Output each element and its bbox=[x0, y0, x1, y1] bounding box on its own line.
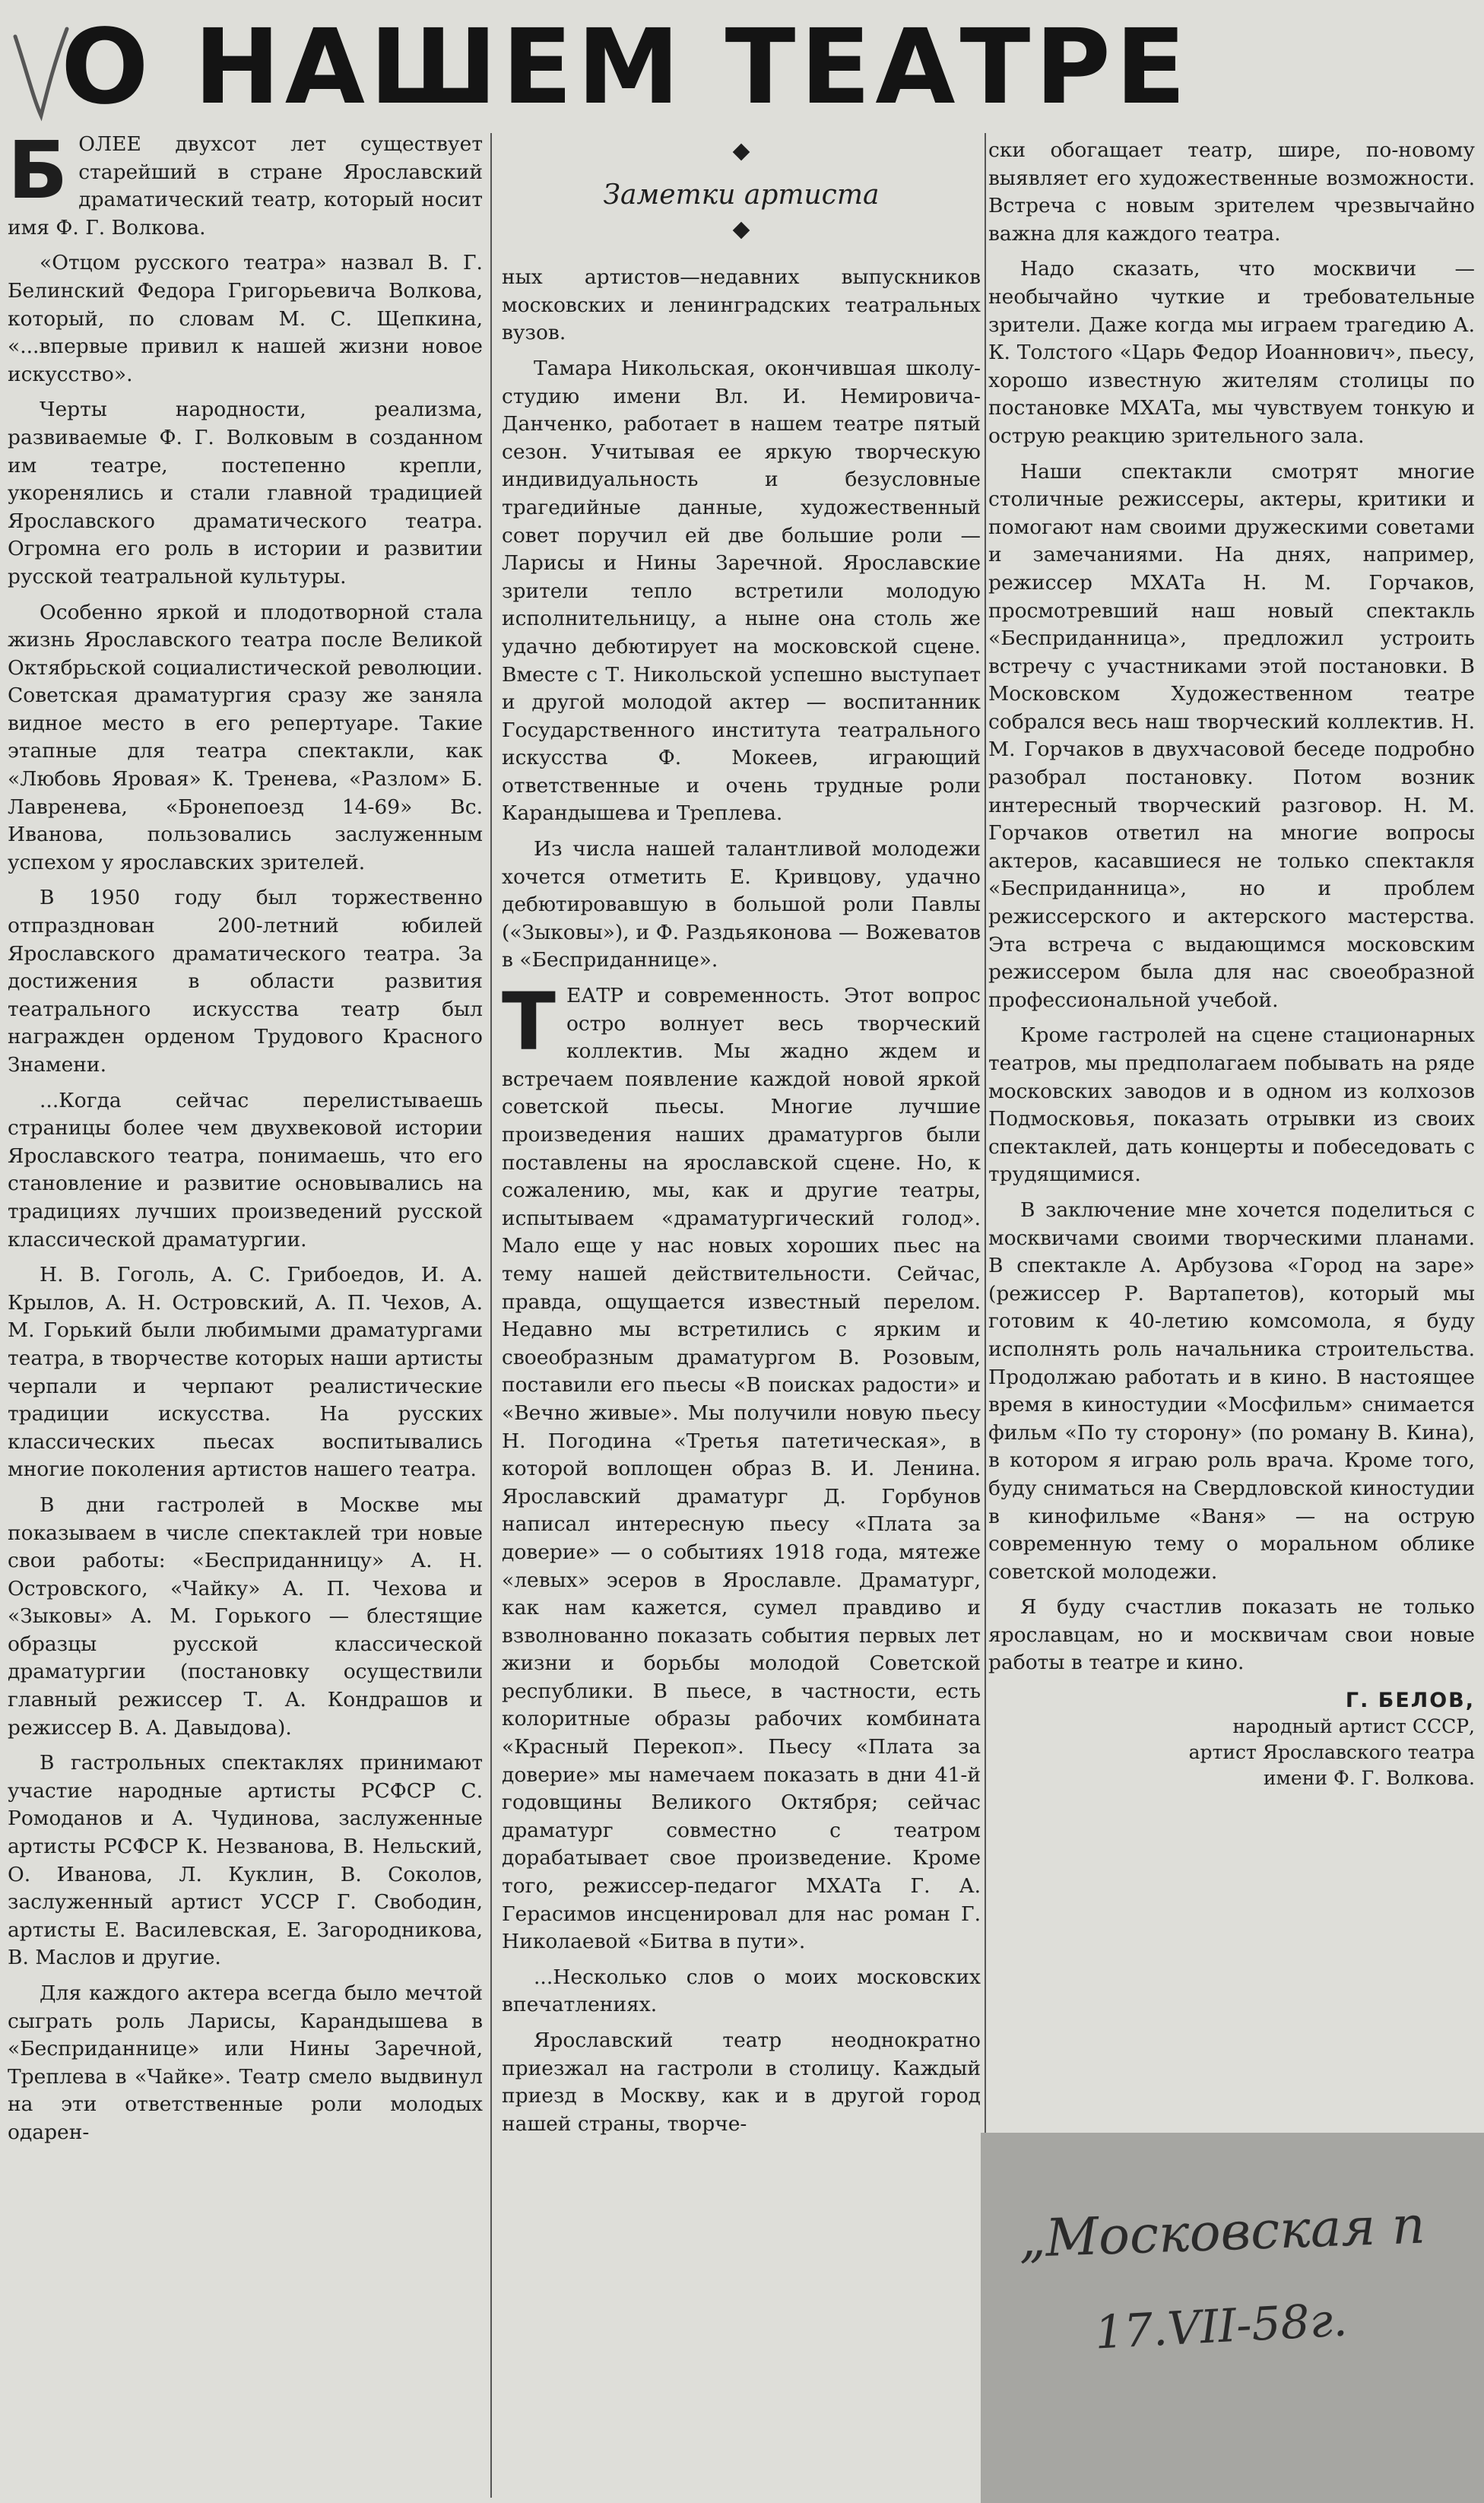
paragraph: Для каждого актера всегда было мечтой сыграть роль Ларисы, Карандышева в «Бесприданнице» или Нины Заречной, Треплева в «Чайке». Театр смело выдвинул на эти ответственные роли молодых одарен- bbox=[8, 1981, 483, 2144]
author-name: Г. БЕЛОВ, bbox=[1345, 1689, 1475, 1713]
diamond-ornament-icon bbox=[733, 221, 750, 239]
article-column-1 bbox=[8, 131, 483, 2495]
author-title: народный артист СССР, bbox=[1232, 1715, 1475, 1738]
paragraph: «Отцом русского театра» назвал В. Г. Белинский Федора Григорьевича Волкова, который, по словам М. С. Щепкина, «...впервые привил к нашей жизни новое искусство». bbox=[8, 251, 483, 386]
column-divider bbox=[985, 133, 986, 2133]
paragraph: Я буду счастлив показать не только ярославцам, но и москвичам свои новые работы в театре и кино. bbox=[988, 1595, 1475, 1675]
paragraph: Тамара Никольская, окончившая школу-студию имени Вл. И. Немировича-Данченко, работает в нашем театре пятый сезон. Учитывая ее яркую творческую индивидуальность и безусловные трагедийные данные, художественный совет поручил ей две большие роли — Ларисы и Нины Заречной. Ярославские зрители тепло встретили молодую исполнительницу, а ныне она столь же удачно дебютирует на московской сцене. Вместе с Т. Никольской успешно выступает и другой молодой актер — воспитанник Государственного института театрального искусства Ф. Мокеев, играющий ответственные и очень трудные роли Карандышева и Треплева. bbox=[502, 356, 981, 826]
paragraph: ...Когда сейчас перелистываешь страницы более чем двухвековой истории Ярославского театра, понимаешь, что его становление и развитие основывались на традициях лучших произведений русской классической драматургии. bbox=[8, 1088, 483, 1252]
paragraph: Особенно яркой и плодотворной стала жизнь Ярославского театра после Великой Октябрьской социалистической революции. Советская драматургия сразу же заняла видное место в его репертуаре. Такие этапные для театра спектакли, как «Любовь Яровая» К. Тренева, «Разлом» Б. Лавренева, «Бронепоезд 14-69» Вс. Иванова, пользовались заслуженным успехом у ярославских зрителей. bbox=[8, 600, 483, 874]
paragraph: ски обогащает театр, шире, по-новому выявляет его художественные возможности. Встреча с новым зрителем чрезвычайно важна для каждого театра. bbox=[988, 138, 1475, 246]
paragraph: ...Несколько слов о моих московских впечатлениях. bbox=[502, 1965, 981, 2017]
paragraph: Ярославский театр неоднократно приезжал на гастроли в столицу. Каждый приезд в Москву, как и в другой город нашей страны, творче- bbox=[502, 2029, 981, 2136]
handwritten-source-note bbox=[981, 2133, 1484, 2503]
article-column-2 bbox=[502, 137, 981, 2501]
subheading-block bbox=[502, 140, 981, 250]
diamond-ornament-icon bbox=[733, 144, 750, 161]
handwritten-source: „Московская п bbox=[1017, 2195, 1426, 2270]
paragraph: В гастрольных спектаклях принимают участие народные артисты РСФСР С. Ромоданов и А. Чудинова, заслуженные артисты РСФСР К. Незванова, В. Нельский, О. Иванова, Л. Куклин, В. Соколов, заслуженный артист УССР Г. Свободин, артисты Е. Василевская, Е. Загородникова, В. Маслов и другие. bbox=[8, 1751, 483, 1970]
paragraph: Черты народности, реализма, развиваемые Ф. Г. Волковым в созданном им театре, постепенно крепли, укоренялись и стали главной традицией Ярославского драматического театра. Огромна его роль в истории и развитии русской театральной культуры. bbox=[8, 398, 483, 588]
author-affiliation: артист Ярославского театра bbox=[1188, 1741, 1475, 1764]
paragraph: В 1950 году был торжественно отпразднован 200-летний юбилей Ярославского драматического театра. За достижения в области развития театрального искусства театр был награжден орденом Трудового Красного Знамени. bbox=[8, 886, 483, 1077]
author-affiliation: имени Ф. Г. Волкова. bbox=[1263, 1767, 1475, 1790]
article-column-3 bbox=[988, 137, 1475, 2129]
paragraph: ТЕАТР и современность. Этот вопрос остро волнует весь творческий коллектив. Мы жадно ждем и встречаем появление каждой новой яркой советской пьесы. Многие лучшие произведения наших драматургов были поставлены на ярославской сцене. Но, к сожалению, мы, как и другие театры, испытываем «драматургический голод». Мало еще у нас новых хороших пьес на тему нашей действительности. Сейчас, правда, ощущается известный перелом. Недавно мы встретились с ярким и своеобразным драматургом В. Розовым, поставили его пьесы «В поисках радости» и «Вечно живые». Мы получили новую пьесу Н. Погодина «Третья патетическая», в которой воплощен образ В. И. Ленина. Ярославский драматург Д. Горбунов написал интересную пьесу «Плата за доверие» — о событиях 1918 года, мятеже «левых» эсеров в Ярославле. Драматург, как нам кажется, сумел правдиво и взволнованно показать события первых лет жизни и борьбы молодой Советской республики. В пьесе, в частности, есть колоритные образы рабочих комбината «Красный Перекоп». Пьесу «Плата за доверие» мы намечаем показать в дни 41-й годовщины Великого Октября; сейчас драматург совместно с театром дорабатывает свое произведение. Кроме того, режиссер-педагог МХАТа Г. А. Герасимов инсценировал для нас роман Г. Николаевой «Битва в пути». bbox=[502, 976, 981, 1954]
paragraph: Кроме гастролей на сцене стационарных театров, мы предполагаем побывать на ряде московских заводов и в одном из колхозов Подмосковья, показать отрывки из своих спектаклей, дать концерты и побеседовать с трудящимися. bbox=[988, 1023, 1475, 1187]
subheading: Заметки артиста bbox=[603, 179, 880, 211]
paragraph: ных артистов—недавних выпускников московских и ленинградских театральных вузов. bbox=[502, 265, 981, 345]
drop-cap: Т bbox=[502, 976, 556, 1069]
column-divider bbox=[490, 133, 492, 2498]
author-signature bbox=[988, 1688, 1475, 1791]
paragraph: В дни гастролей в Москве мы показываем в числе спектаклей три новые свои работы: «Бесприданницу» А. Н. Островского, «Чайку» А. П. Чехова и «Зыковы» А. М. Горького — блестящие образцы русской классической драматургии (постановку осуществили главный режиссер Т. А. Кондрашов и режиссер В. А. Давыдова). bbox=[8, 1493, 483, 1740]
handwritten-date: 17.VII-58г. bbox=[1093, 2293, 1349, 2360]
paragraph: Из числа нашей талантливой молодежи хочется отметить Е. Кривцову, удачно дебютировавшую в большой роли Павлы («Зыковы»), и Ф. Раздьяконова — Вожеватов в «Бесприданнице». bbox=[502, 837, 981, 972]
paragraph: БОЛЕЕ двухсот лет существует старейший в стране Ярославский драматический театр, который носит имя Ф. Г. Волкова. bbox=[8, 131, 483, 240]
paragraph: Надо сказать, что москвичи — необычайно чуткие и требовательные зрители. Даже когда мы играем трагедию А. К. Толстого «Царь Федор Иоаннович», пьесу, хорошо известную жителям столицы по постановке МХАТа, мы чувствуем тонкую и острую реакцию зрительного зала. bbox=[988, 257, 1475, 448]
headline: О НАШЕМ ТЕАТРЕ bbox=[61, 8, 1191, 128]
paragraph: Наши спектакли смотрят многие столичные режиссеры, актеры, критики и помогают нам своими дружескими советами и замечаниями. На днях, например, режиссер МХАТа Н. М. Горчаков, просмотревший наш новый спектакль «Бесприданница», предложил устроить встречу с участниками этой постановки. В Московском Художественном театре собрался весь наш творческий коллектив. Н. М. Горчаков в двухчасовой беседе подробно разобрал постановку. Потом возник интересный творческий разговор. Н. М. Горчаков ответил на многие вопросы актеров, касавшиеся не только спектакля «Бесприданница», но и проблем режиссерского и актерского мастерства. Эта встреча с выдающимся московским режиссером была для нас своеобразной профессиональной учебой. bbox=[988, 459, 1475, 1012]
paragraph: Н. В. Гоголь, А. С. Грибоедов, И. А. Крылов, А. Н. Островский, А. П. Чехов, А. М. Горький были любимыми драматургами театра, в творчестве которых наши артисты черпали и черпают реалистические традиции искусства. На русских классических пьесах воспитывались многие поколения артистов нашего театра. bbox=[8, 1263, 483, 1482]
paragraph: В заключение мне хочется поделиться с москвичами своими творческими планами. В спектакле А. Арбузова «Город на заре» (режиссер Р. Вартапетов), который мы готовим к 40-летию комсомола, я буду исполнять роль начальника строительства. Продолжаю работать и в кино. В настоящее время в киностудии «Мосфильм» снимается фильм «По ту сторону» (по роману В. Кина), в котором я играю роль врача. Кроме того, буду сниматься на Свердловской киностудии в кинофильме «Ваня» — на острую современную тему о моральном облике советской молодежи. bbox=[988, 1198, 1475, 1584]
drop-cap: Б bbox=[8, 131, 68, 217]
